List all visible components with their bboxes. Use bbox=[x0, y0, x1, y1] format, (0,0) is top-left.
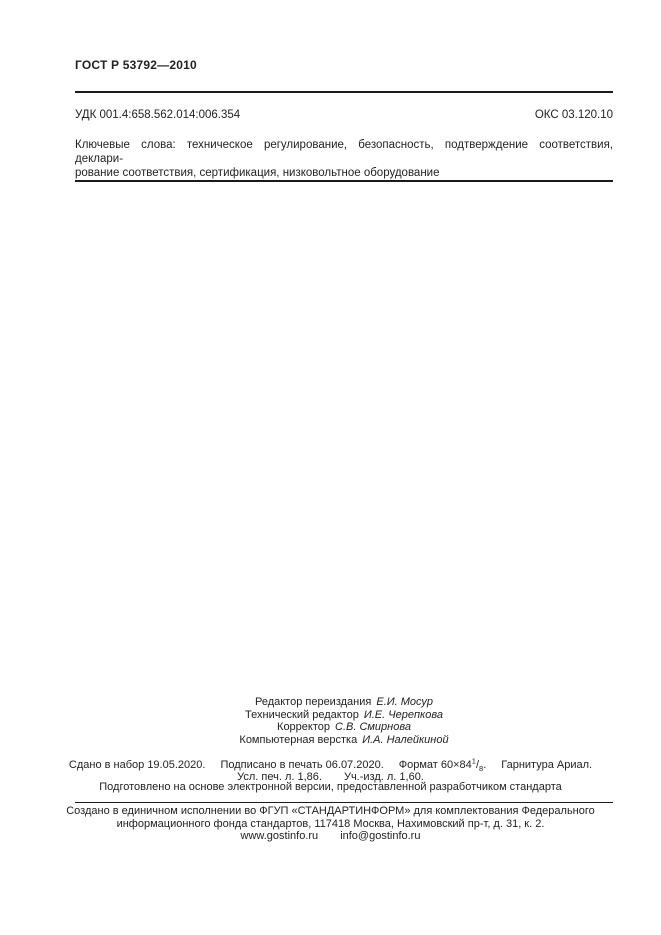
conventional-sheets: Усл. печ. л. 1,86. bbox=[237, 771, 322, 783]
typeface: Гарнитура Ариал. bbox=[501, 759, 593, 771]
paper-format: Формат $60\times 84^1/_8$. bbox=[398, 756, 487, 774]
publisher-sheets: Уч.-изд. л. 1,60. bbox=[343, 771, 424, 783]
horizontal-rule-footer bbox=[75, 802, 613, 803]
keywords-line-1: Ключевые слова: техническое регулирование, безопасность, подтверждение соответствия, деклари- bbox=[75, 139, 613, 165]
doc-code: ГОСТ Р 53792—2010 bbox=[75, 58, 197, 72]
typeset-date: Сдано в набор 19.05.2020. bbox=[68, 759, 206, 771]
staff-role: Корректор bbox=[277, 721, 330, 733]
publisher-contacts bbox=[0, 830, 661, 843]
staff-role: Редактор переиздания bbox=[254, 696, 372, 708]
format-numerator: 1 bbox=[471, 756, 476, 766]
publisher-footer bbox=[0, 805, 661, 843]
staff-line-editor bbox=[75, 696, 613, 709]
oks-code: ОКС 03.120.10 bbox=[534, 109, 613, 121]
format-denominator: 8 bbox=[479, 764, 484, 774]
staff-name: И.Е. Черепкова bbox=[363, 708, 443, 721]
staff-role: Технический редактор bbox=[245, 708, 359, 721]
publisher-email: info@gostinfo.ru bbox=[340, 830, 421, 842]
staff-name: Е.И. Мосур bbox=[376, 696, 434, 708]
publisher-website: www.gostinfo.ru bbox=[240, 830, 319, 842]
staff-line-layout bbox=[75, 734, 613, 747]
publisher-line-2: информационного фонда стандартов, 117418 Москва, Нахимовский пр-т, д. 31, к. 2. bbox=[116, 817, 545, 830]
udk-code: УДК 001.4:658.562.014:006.354 bbox=[75, 109, 241, 121]
horizontal-rule-keywords-bottom bbox=[75, 180, 613, 182]
print-info-line-1 bbox=[0, 756, 661, 774]
staff-role: Компьютерная верстка bbox=[239, 733, 358, 746]
staff-line-technical-editor bbox=[75, 709, 613, 722]
publisher-line-1: Создано в единичном исполнении во ФГУП «СТАНДАРТИНФОРМ» для комплектования Федерального bbox=[66, 805, 595, 817]
print-date: Подписано в печать 06.07.2020. bbox=[220, 759, 384, 771]
keywords-line-2: рование соответствия, сертификация, низковольтное оборудование bbox=[75, 167, 440, 179]
horizontal-rule-top bbox=[75, 91, 613, 93]
keywords-paragraph bbox=[75, 138, 613, 180]
print-info-block bbox=[0, 756, 661, 783]
classification-row bbox=[75, 109, 613, 121]
staff-line-corrector bbox=[75, 721, 613, 734]
staff-name: И.А. Налейкиной bbox=[362, 733, 449, 746]
staff-name: С.В. Смирнова bbox=[335, 721, 411, 733]
editorial-staff-block bbox=[75, 696, 613, 746]
prepared-note: Подготовлено на основе электронной версии, предоставленной разработчиком стандарта bbox=[99, 781, 562, 793]
